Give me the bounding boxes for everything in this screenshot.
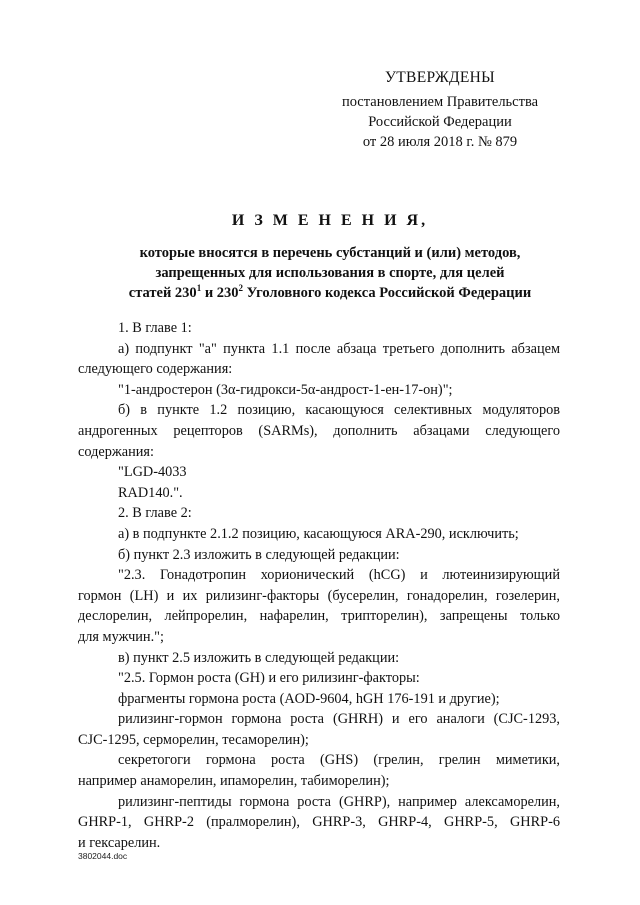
paragraph-line: CJC-1295, серморелин, тесаморелин); (78, 731, 309, 748)
paragraph-line: в) пункт 2.5 изложить в следующей редакции: (118, 649, 400, 666)
chapter-1-heading: 1. В главе 1: (118, 320, 192, 336)
article-superscript-1: 1 (196, 283, 202, 294)
paragraph-line: рилизинг-гормон гормона роста (GHRH) и его аналоги (CJC-1293, (118, 711, 560, 728)
approval-date-number: от 28 июля 2018 г. № 879 (362, 134, 518, 150)
title-subline-1: которые вносятся в перечень субстанций и (или) методов, (139, 245, 521, 261)
title-subline-3-mid: и 230 (201, 285, 239, 301)
title-subline-3-post: Уголовного кодекса Российской Федерации (243, 285, 532, 301)
paragraph-line: например анаморелин, ипаморелин, табиморелин); (78, 773, 390, 790)
paragraph-line: "1-андростерон (3α-гидрокси-5α-андрост-1-ен-17-он)"; (118, 381, 453, 398)
document-body (78, 318, 560, 853)
approval-line-2: Российской Федерации (368, 114, 512, 130)
paragraph-line: б) в пункте 1.2 позицию, касающуюся селективных модуляторов (118, 402, 560, 419)
approval-heading: УТВЕРЖДЕНЫ (385, 69, 495, 86)
paragraph-line: следующего содержания: (78, 361, 233, 378)
approval-block (330, 68, 550, 152)
paragraph-line: для мужчин."; (78, 628, 164, 645)
paragraph-line: а) подпункт "а" пункта 1.1 после абзаца третьего дополнить абзацем (118, 340, 560, 357)
article-superscript-2: 2 (238, 283, 244, 294)
paragraph-line: рилизинг-пептиды гормона роста (GHRP), например алексаморелин, (118, 793, 560, 810)
paragraph-line: RAD140.". (118, 484, 183, 501)
paragraph-line: GHRP-1, GHRP-2 (пралморелин), GHRP-3, GHRP-4, GHRP-5, GHRP-6 (78, 814, 560, 831)
paragraph-line: содержания: (78, 443, 154, 460)
paragraph-line: андрогенных рецепторов (SARMs), дополнить абзацами следующего (78, 422, 560, 439)
file-reference: 3802044.doc (78, 851, 128, 861)
paragraph-line: гормон (LH) и их рилизинг-факторы (бусерелин, гонадорелин, гозелерин, (78, 587, 560, 604)
approval-line-1: постановлением Правительства (341, 94, 539, 110)
title-subline-2: запрещенных для использования в спорте, для целей (155, 265, 505, 281)
paragraph-line: фрагменты гормона роста (AOD-9604, hGH 176-191 и другие); (118, 690, 500, 707)
document-title: И З М Е Н Е Н И Я, (231, 212, 429, 229)
title-subline-3-pre: статей 230 (128, 285, 197, 301)
paragraph-line: секретогоги гормона роста (GHS) (грелин, грелин миметики, (118, 752, 560, 769)
paragraph-line: и гексарелин. (78, 834, 161, 851)
paragraph-line: "LGD-4033 (118, 464, 187, 481)
paragraph-line: "2.5. Гормон роста (GH) и его рилизинг-факторы: (118, 670, 420, 687)
paragraph-line: "2.3. Гонадотропин хорионический (hCG) и лютеинизирующий (118, 567, 560, 584)
title-subline-3 (80, 283, 580, 303)
paragraph-line: б) пункт 2.3 изложить в следующей редакции: (118, 546, 400, 563)
document-title-block (80, 211, 580, 303)
paragraph-line: деслорелин, лейпрорелин, нафарелин, трипторелин), запрещены только (78, 608, 560, 625)
chapter-2-heading: 2. В главе 2: (118, 505, 192, 522)
paragraph-line: а) в подпункте 2.1.2 позицию, касающуюся ARA-290, исключить; (118, 525, 519, 542)
